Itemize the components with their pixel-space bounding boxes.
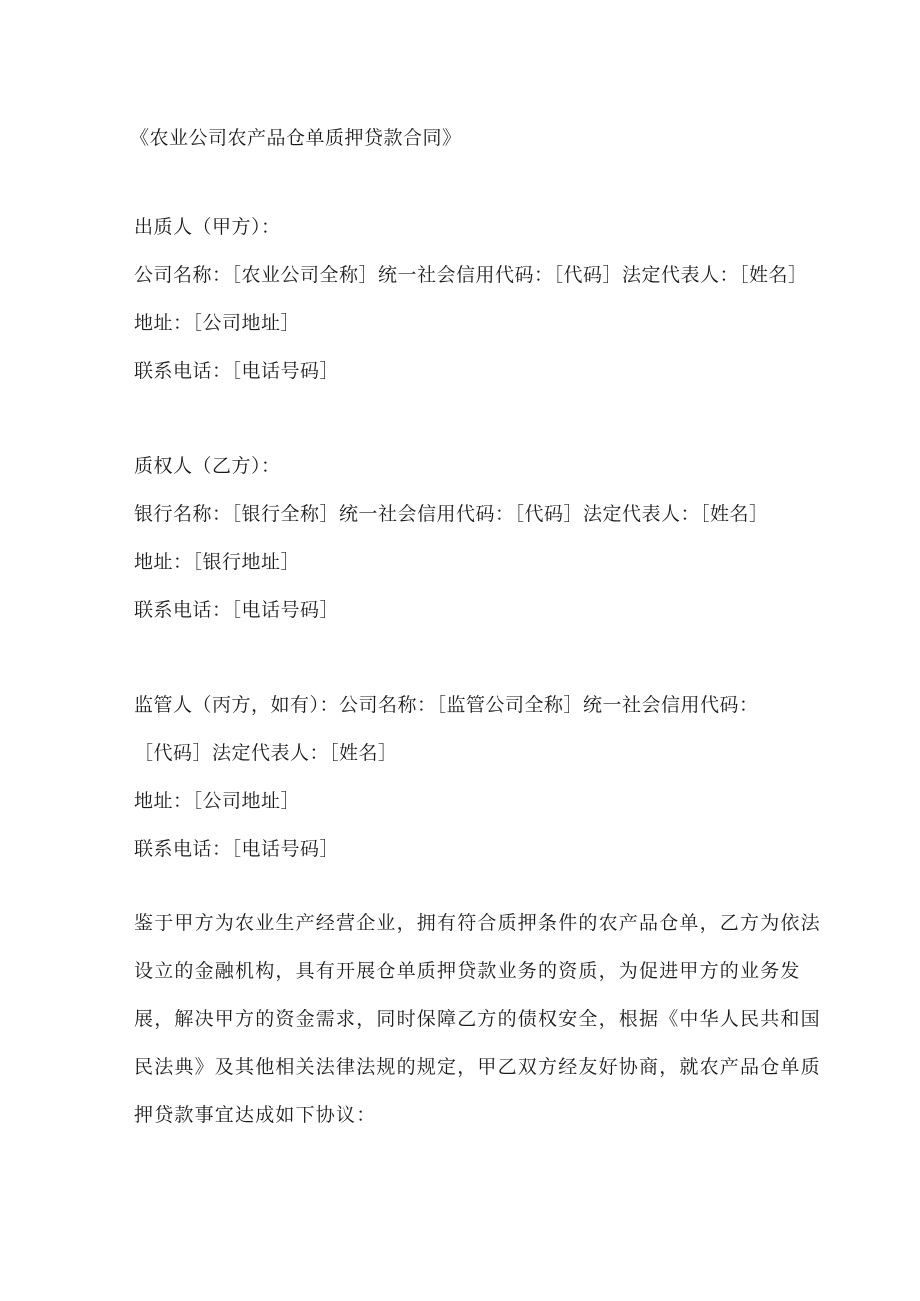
party-a-address-line: 地址：［公司地址］ — [134, 312, 301, 334]
preamble-line: 鉴于甲方为农业生产经营企业，拥有符合质押条件的农产品仓单，乙方为依法 — [134, 912, 821, 934]
preamble-line: 民法典》及其他相关法律法规的规定，甲乙双方经友好协商，就农产品仓单质 — [134, 1056, 821, 1078]
party-c-heading-line: 监管人（丙方，如有）：公司名称：［监管公司全称］统一社会信用代码： — [134, 694, 759, 716]
document-title: 《农业公司农产品仓单质押贷款合同》 — [130, 127, 462, 149]
party-c-rep-line: ［代码］法定代表人：［姓名］ — [134, 742, 398, 764]
party-b-heading: 质权人（乙方）： — [134, 455, 281, 477]
party-b-phone-line: 联系电话：［电话号码］ — [134, 599, 340, 621]
preamble-line: 展，解决甲方的资金需求，同时保障乙方的债权安全，根据《中华人民共和国 — [134, 1008, 821, 1030]
party-c-address-line: 地址：［公司地址］ — [134, 790, 301, 812]
preamble-line: 押贷款事宜达成如下协议： — [134, 1104, 377, 1126]
party-a-company-line: 公司名称：［农业公司全称］统一社会信用代码：［代码］法定代表人：［姓名］ — [134, 264, 808, 286]
party-b-bank-line: 银行名称：［银行全称］统一社会信用代码：［代码］法定代表人：［姓名］ — [134, 503, 769, 525]
preamble-line: 设立的金融机构，具有开展仓单质押贷款业务的资质，为促进甲方的业务发 — [134, 960, 801, 982]
party-c-phone-line: 联系电话：［电话号码］ — [134, 838, 340, 860]
party-a-heading: 出质人（甲方）： — [134, 216, 281, 238]
party-a-phone-line: 联系电话：［电话号码］ — [134, 360, 340, 382]
party-b-address-line: 地址：［银行地址］ — [134, 551, 301, 573]
